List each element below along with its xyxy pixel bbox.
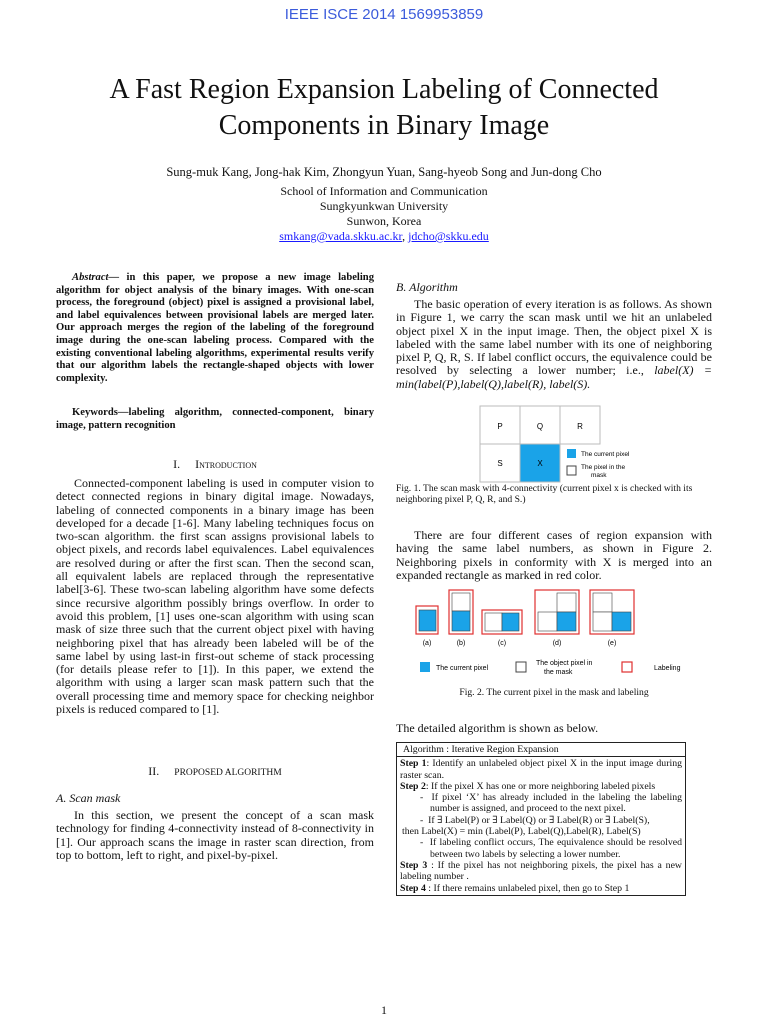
legend-mask-label: The pixel in the bbox=[581, 464, 626, 471]
section-heading-introduction bbox=[56, 457, 374, 472]
step-2 bbox=[400, 781, 682, 792]
affiliation-line: School of Information and Communication bbox=[280, 184, 488, 198]
step-2-sub: - If labeling conflict occurs, The equivalence should be resolved between two labels by selecting a lower number. bbox=[420, 837, 682, 860]
legend-current-label: The current pixel bbox=[581, 451, 630, 458]
intro-paragraph: Connected-component labeling is used in computer vision to detect connected regions in binary digital image. Nowadays, labeling of connected components in a binary image has been developed for a decade [1-6]. Many labeling techniques focus on two-scan algorithm. the first scan assigns provisional labels to object pixels, and records label equivalences. Label equivalences are resolved during or after the first scan. Then the second scan, all equivalent labels are replaced through the representative label[3-6]. These two-scan labeling algorithm have some defects since recursive algorithm possibly brings overflow. In order to avoid this problem, [1] uses one-scan algorithm with using scan mask of size three such that the current object pixel with having neighboring pixel that has already been labeled will be of the same label by using last-in first-out scheme of stack processing (for details please refer to [1]). In this paper, we extend the algorithm with using a larger scan mask pattern such that the overall processing time and memory space for checking neighbor pixels is reduced compared to [1]. bbox=[56, 476, 374, 717]
step-1 bbox=[400, 758, 682, 781]
subsection-heading-scan-mask: A. Scan mask bbox=[56, 791, 121, 805]
email-link[interactable]: smkang@vada.skku.ac.kr bbox=[279, 229, 403, 243]
case-d bbox=[535, 590, 579, 634]
step-4 bbox=[400, 883, 682, 894]
affiliation-line: Sunwon, Korea bbox=[346, 214, 422, 228]
legend-labeling-swatch bbox=[622, 662, 632, 672]
case-label: (b) bbox=[456, 640, 466, 647]
step-3 bbox=[400, 860, 682, 883]
step-label: Step 3 bbox=[400, 859, 428, 871]
step-2-sub: - If ∃ Label(P) or ∃ Label(Q) or ∃ Label(R) or ∃ Label(S), bbox=[420, 814, 650, 826]
case-c bbox=[482, 610, 522, 634]
step-label: Step 1 bbox=[400, 758, 427, 770]
conference-header: IEEE ISCE 2014 1569953859 bbox=[284, 6, 484, 23]
legend-object-label: The object pixel in bbox=[536, 660, 593, 667]
figure-1-caption: Fig. 1. The scan mask with 4-connectivity (current pixel x is checked with its neighboring pixel P, Q, R, and S.) bbox=[396, 483, 693, 505]
legend-mask-label: mask bbox=[591, 472, 607, 479]
step-label: Step 2 bbox=[400, 780, 426, 792]
step-text: : Identify an unlabeled object pixel X in the input image during raster scan. bbox=[400, 758, 682, 781]
figure-1-scan-mask bbox=[478, 404, 648, 484]
step-text: then Label(X) = min (Label(P), Label(Q),Label(R), Label(S) bbox=[402, 826, 641, 838]
step-2-sub: - If pixel ‘X’ has already included in the labeling the labeling number is assigned, and proceed to the next pixel. bbox=[420, 792, 682, 815]
cell-label: Q bbox=[536, 422, 544, 431]
legend-object-label: the mask bbox=[544, 669, 573, 676]
step-text: : If the pixel has not neighboring pixels, the pixel has a new labeling number . bbox=[400, 859, 682, 883]
affiliation-line: Sungkyunkwan University bbox=[319, 199, 449, 213]
step-text: : If the pixel X has one or more neighboring labeled pixels bbox=[425, 780, 656, 792]
case-label: (d) bbox=[552, 640, 562, 647]
algorithm-box bbox=[396, 742, 686, 896]
abstract-text: in this paper, we propose a new image labeling algorithm for object analysis of the binary images. With one-scan process, the foreground (object) pixel is assigned a provisional label, and label equivalences between provisional labels are merged later. Our approach merges the region of the labeling of the foreground image during the one-scan labeling process. Compared with the existing conventional labeling algorithms, experimental results verify that our algorithm labels the rectangle-shaped objects with lower complexity. bbox=[56, 272, 374, 384]
section-number: I. bbox=[173, 457, 181, 471]
section-heading-proposed bbox=[56, 764, 374, 779]
cell-label: R bbox=[577, 422, 583, 431]
algorithm-text: The basic operation of every iteration is as follows. As shown in Figure 1, we carry the scan mask until we hit an unlabeled object pixel X in the input image. Then, the object pixel X is labeled with the same label number with its one of neighboring pixel P, Q, R, S. If label conflict occurs, the equivalence could be resolved by selecting a lower number; i.e., bbox=[396, 297, 712, 378]
abstract-label: Abstract— bbox=[72, 272, 120, 283]
abstract bbox=[56, 272, 374, 385]
step-text: If labeling conflict occurs, The equivalence should be resolved between two labels by selecting a lower number. bbox=[429, 837, 682, 860]
cell-label: P bbox=[497, 422, 503, 431]
legend-labeling-label: Labeling bbox=[654, 665, 681, 672]
step-2-sub bbox=[400, 826, 682, 837]
keywords bbox=[56, 407, 374, 432]
email-link[interactable]: jdcho@skku.edu bbox=[408, 229, 489, 243]
section-title: Introduction bbox=[195, 457, 257, 471]
algorithm-title: Algorithm : Iterative Region Expansion bbox=[397, 743, 686, 757]
title-line-2: Components in Binary Image bbox=[218, 110, 550, 141]
legend-mask-swatch bbox=[567, 466, 576, 475]
step-label: Step 4 bbox=[400, 882, 426, 894]
case-b bbox=[449, 590, 473, 634]
paper-title bbox=[40, 72, 728, 144]
algorithm-formula: label(X) = min(label(P),label(Q),label(R), label(S). bbox=[396, 363, 712, 391]
algorithm-paragraph bbox=[396, 298, 712, 391]
figure-2-caption: Fig. 2. The current pixel in the mask and labeling bbox=[459, 687, 649, 698]
cases-paragraph: There are four different cases of region expansion with having the same label numbers, as shown in Figure 2. Neighboring pixels in conformity with X is merged into an expanded rectangle as marked in red color. bbox=[396, 528, 712, 582]
section-number: II. bbox=[148, 764, 160, 778]
step-text: If ∃ Label(P) or ∃ Label(Q) or ∃ Label(R) or ∃ Label(S), bbox=[428, 814, 650, 826]
legend-current-label: The current pixel bbox=[436, 665, 489, 672]
authors: Sung-muk Kang, Jong-hak Kim, Zhongyun Yuan, Sang-hyeob Song and Jun-dong Cho bbox=[166, 165, 602, 179]
page-number: 1 bbox=[381, 1003, 387, 1017]
step-text: : If there remains unlabeled pixel, then go to Step 1 bbox=[425, 882, 630, 894]
legend-current-swatch bbox=[567, 449, 576, 458]
detailed-text: The detailed algorithm is shown as below. bbox=[396, 721, 599, 735]
subsection-heading-algorithm: B. Algorithm bbox=[396, 280, 458, 294]
cell-label: X bbox=[537, 459, 543, 468]
algorithm-steps bbox=[397, 757, 686, 896]
case-e bbox=[590, 590, 634, 634]
legend-current-swatch bbox=[420, 662, 430, 672]
scan-mask-paragraph: In this section, we present the concept of a scan mask technology for finding 4-connectivity instead of 8-connectivity in [1]. Our approach scans the image in raster scan direction, from top to bottom, left to right, and pixel-by-pixel. bbox=[56, 808, 374, 862]
step-text: If pixel ‘X’ has already included in the labeling the labeling number is assigned, and proceed to the next pixel. bbox=[430, 792, 682, 815]
title-line-1: A Fast Region Expansion Labeling of Connected bbox=[109, 74, 659, 105]
case-label: (e) bbox=[607, 640, 617, 647]
legend-object-swatch bbox=[516, 662, 526, 672]
case-label: (c) bbox=[497, 640, 507, 647]
emails bbox=[40, 229, 728, 244]
cell-label: S bbox=[497, 459, 503, 468]
section-title: PROPOSED ALGORITHM bbox=[174, 768, 282, 778]
case-label: (a) bbox=[422, 640, 432, 647]
case-a bbox=[416, 606, 438, 634]
keywords-text: Keywords—labeling algorithm, connected-component, binary image, pattern recognition bbox=[56, 407, 374, 431]
figure-2-region-expansion bbox=[414, 588, 681, 680]
email-separator: , bbox=[402, 229, 409, 243]
